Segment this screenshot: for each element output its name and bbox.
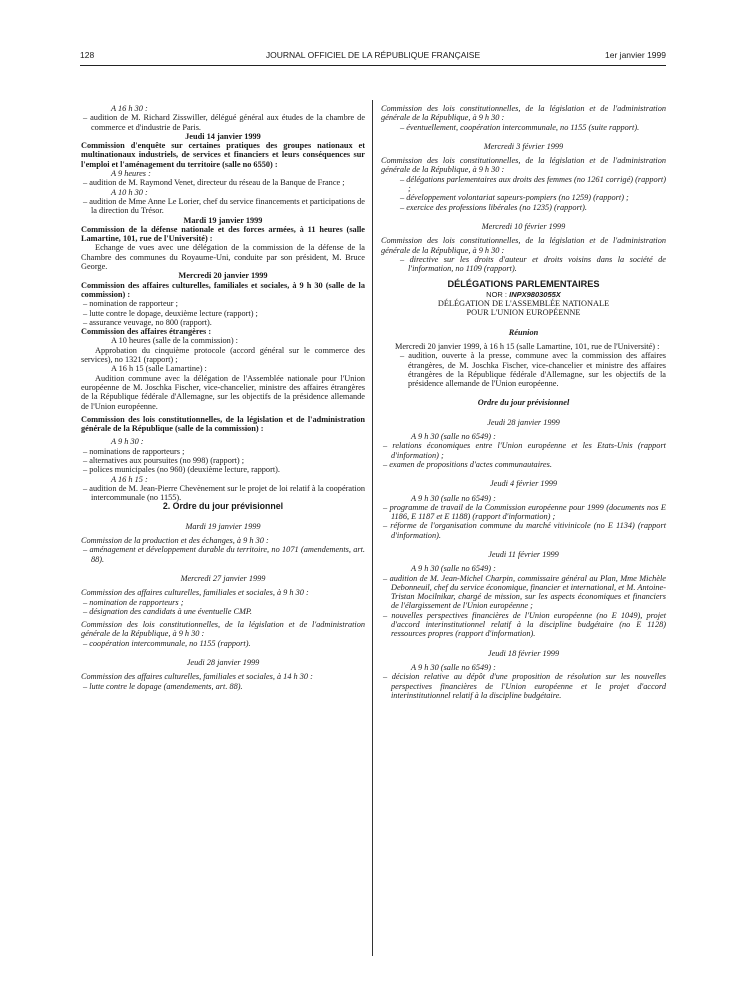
commission-title: Commission des lois constitutionnelles, de la législation et de l'administration générale de la République, à 9 h 30 : (381, 236, 666, 255)
page-header (80, 50, 666, 64)
right-column (381, 104, 666, 700)
commission-title: Commission de la défense nationale et des forces armées, à 11 heures (salle Lamartine, 101, rue de l'Université) : (81, 224, 365, 244)
date-heading: Jeudi 28 janvier 1999 (487, 417, 560, 427)
time-label: A 9 h 30 (salle no 6549) : (411, 662, 496, 672)
commission-title: Commission d'enquête sur certaines pratiques des groupes nationaux et multinationaux industriels, de services et financiers et leurs conséquences sur l'emploi et l'aménagement du territoire (salle no 6550) : (81, 141, 365, 169)
time-label: A 10 h 30 : (111, 187, 148, 197)
agenda-item: – lutte contre le dopage (amendements, art. 88). (83, 681, 243, 691)
agenda-item: – relations économiques entre l'Union européenne et les Etats-Unis (rapport d'information) ; (383, 441, 666, 460)
agenda-item: – coopération intercommunale, no 1155 (rapport). (83, 638, 251, 648)
time-label: A 10 heures (salle de la commission) : (111, 336, 238, 346)
meeting-date: Mercredi 20 janvier 1999, à 16 h 15 (salle Lamartine, 101, rue de l'Université) : (395, 341, 660, 351)
journal-title: JOURNAL OFFICIEL DE LA RÉPUBLIQUE FRANÇAISE (265, 50, 481, 60)
agenda-item: – polices municipales (no 960) (deuxième lecture, rapport). (83, 465, 280, 475)
agenda-item: – nouvelles perspectives financières de l'Union européenne (no E 1049), projet d'accord interinstitutionnel relatif à la discipline budgétaire (no E 1128) ressources propres (rapport d'information). (383, 610, 666, 639)
agenda-item: – aménagement et développement durable du territoire, no 1071 (amendements, art. 88). (83, 545, 365, 564)
time-label: A 9 h 30 (salle no 6549) : (411, 432, 496, 442)
left-column (81, 104, 365, 691)
agenda-item: – audition, ouverte à la presse, commune avec la commission des affaires étrangères, de M. Joschka Fischer, vice-chancelier et ministre des affaires étrangères de la République fédérale d'Allemagne, sur les objectifs de la présidence allemande de l'Union européenne. (400, 351, 666, 389)
agenda-item: – assurance veuvage, no 800 (rapport). (83, 317, 212, 327)
section-title: DÉLÉGATIONS PARLEMENTAIRES (447, 279, 600, 290)
agenda-item: – audition de M. Raymond Venet, directeur du réseau de la Banque de France ; (83, 178, 345, 188)
agenda-item: – examen de propositions d'actes communautaires. (383, 459, 552, 469)
agenda-item: – audition de Mme Anne Le Lorier, chef du service financements et participations de la direction du Trésor. (83, 196, 365, 216)
agenda-item: – programme de travail de la Commission européenne pour 1999 (documents nos E 1186, E 1187 et E 1188) (rapport d'information) ; (383, 502, 666, 522)
agenda-item: – nominations de rapporteurs ; (83, 446, 185, 456)
date-heading: Jeudi 14 janvier 1999 (185, 131, 261, 141)
commission-title: Commission des lois constitutionnelles, de la législation et de l'administration générale de la République, à 9 h 30 : (381, 156, 666, 175)
date-heading: Jeudi 28 janvier 1999 (186, 658, 260, 668)
time-label: A 9 h 30 (salle no 6549) : (411, 493, 496, 503)
commission-title: Commission des affaires étrangères : (81, 327, 212, 337)
time-label: A 9 h 30 (salle no 6549) : (411, 564, 496, 574)
column-divider (372, 100, 373, 956)
time-label: A 9 heures : (111, 169, 151, 179)
section-title: 2. Ordre du jour prévisionnel (162, 501, 284, 512)
agenda-item: – délégations parlementaires aux droits des femmes (no 1261 corrigé) (rapport) ; (400, 174, 666, 194)
date-heading: Mercredi 20 janvier 1999 (178, 271, 268, 281)
meeting-heading: Réunion (508, 327, 539, 337)
date-heading: Mardi 19 janvier 1999 (183, 215, 263, 225)
commission-title: Commission des affaires culturelles, familiales et sociales, à 14 h 30 : (81, 672, 313, 682)
agenda-text: Echange de vues avec une délégation de la commission de la défense de la Chambre des communes du Royaume-Uni, conduite par son président, M. Bruce George. (81, 243, 365, 272)
agenda-item: – audition de M. Richard Zisswiller, délégué général aux études de la chambre de commerce et d'industrie de Paris. (83, 113, 365, 132)
time-label: A 9 h 30 : (111, 437, 144, 447)
time-label: A 16 h 15 : (111, 474, 148, 484)
agenda-item: – alternatives aux poursuites (no 998) (rapport) ; (83, 455, 245, 465)
agenda-item: – décision relative au dépôt d'une proposition de résolution sur les nouvelles perspectives financières de l'Union européenne et le projet d'accord interinstitutionnel relatif à la discipline budgétaire. (383, 672, 666, 700)
commission-title: Commission des lois constitutionnelles, de la législation et de l'administration générale de la République, à 9 h 30 : (81, 620, 365, 639)
page-number: 128 (80, 50, 95, 60)
nor-value: INPX9803055X (509, 289, 561, 299)
agenda-text: Approbation du cinquième protocole (accord général sur le commerce des services), no 1321 (rapport) ; (81, 345, 365, 365)
date-heading: Mardi 19 janvier 1999 (185, 521, 261, 531)
delegation-title: DÉLÉGATION DE L'ASSEMBLÉE NATIONALE (437, 299, 610, 309)
commission-title: Commission des affaires culturelles, familiales et sociales, à 9 h 30 (salle de la commission) : (81, 280, 365, 299)
nor-reference (381, 290, 666, 299)
agenda-item: – réforme de l'organisation commune du marché vitivinicole (no E 1134) (rapport d'information). (383, 521, 666, 540)
issue-date: 1er janvier 1999 (605, 50, 666, 60)
agenda-item: – exercice des professions libérales (no 1235) (rapport). (400, 202, 587, 212)
agenda-item: – développement volontariat sapeurs-pompiers (no 1259) (rapport) ; (400, 193, 629, 203)
section-subtitle: Ordre du jour prévisionnel (477, 398, 570, 408)
agenda-text: Audition commune avec la délégation de l'Assemblée nationale pour l'Union européenne de M. Joschka Fischer, vice-chancelier, ministre des affaires étrangères de la République fédérale d'Allemagne, sur les objectifs de la présidence allemande de l'Union européenne. (81, 373, 365, 411)
commission-title: Commission des affaires culturelles, familiales et sociales, à 9 h 30 : (81, 588, 309, 598)
date-heading: Jeudi 4 février 1999 (489, 479, 558, 489)
agenda-item: – nomination de rapporteur ; (83, 299, 178, 309)
date-heading: Mercredi 27 janvier 1999 (180, 573, 266, 583)
date-heading: Mercredi 10 février 1999 (481, 221, 566, 231)
agenda-item: – nomination de rapporteurs ; (83, 597, 184, 607)
agenda-item: – audition de M. Jean-Michel Charpin, commissaire général au Plan, Mme Michèle Debonneuil, chef du service économique, financier et international, et M. Antoine-Tristan Mocilnikar, chargé de mission, sur les aspects économiques et financiers de l'élargissement de l'Union européenne ; (383, 573, 666, 611)
delegation-title: POUR L'UNION EUROPÉENNE (466, 308, 581, 318)
agenda-item: – désignation des candidats à une éventuelle CMP. (83, 606, 252, 616)
time-label: A 16 h 30 : (111, 104, 148, 113)
nor-label: NOR : (486, 289, 508, 299)
date-heading: Mercredi 3 février 1999 (483, 141, 564, 151)
commission-title: Commission des lois constitutionnelles, de la législation et de l'administration générale de la République (salle de la commission) : (81, 414, 365, 434)
date-heading: Jeudi 11 février 1999 (488, 549, 559, 559)
commission-title: Commission de la production et des échanges, à 9 h 30 : (81, 536, 269, 546)
agenda-item: – audition de M. Jean-Pierre Chevènement sur le projet de loi relatif à la coopération intercommunale (no 1155). (83, 483, 365, 503)
date-heading: Jeudi 18 février 1999 (487, 648, 560, 658)
header-rule (80, 65, 666, 66)
agenda-item: – directive sur les droits d'auteur et droits voisins dans la société de l'information, no 1109 (rapport). (400, 254, 666, 274)
time-label: A 16 h 15 (salle Lamartine) : (111, 364, 207, 374)
agenda-item: – éventuellement, coopération intercommunale, no 1155 (suite rapport). (400, 122, 640, 132)
commission-title: Commission des lois constitutionnelles, de la législation et de l'administration générale de la République, à 9 h 30 : (381, 104, 666, 123)
agenda-item: – lutte contre le dopage, deuxième lecture (rapport) ; (83, 308, 258, 318)
